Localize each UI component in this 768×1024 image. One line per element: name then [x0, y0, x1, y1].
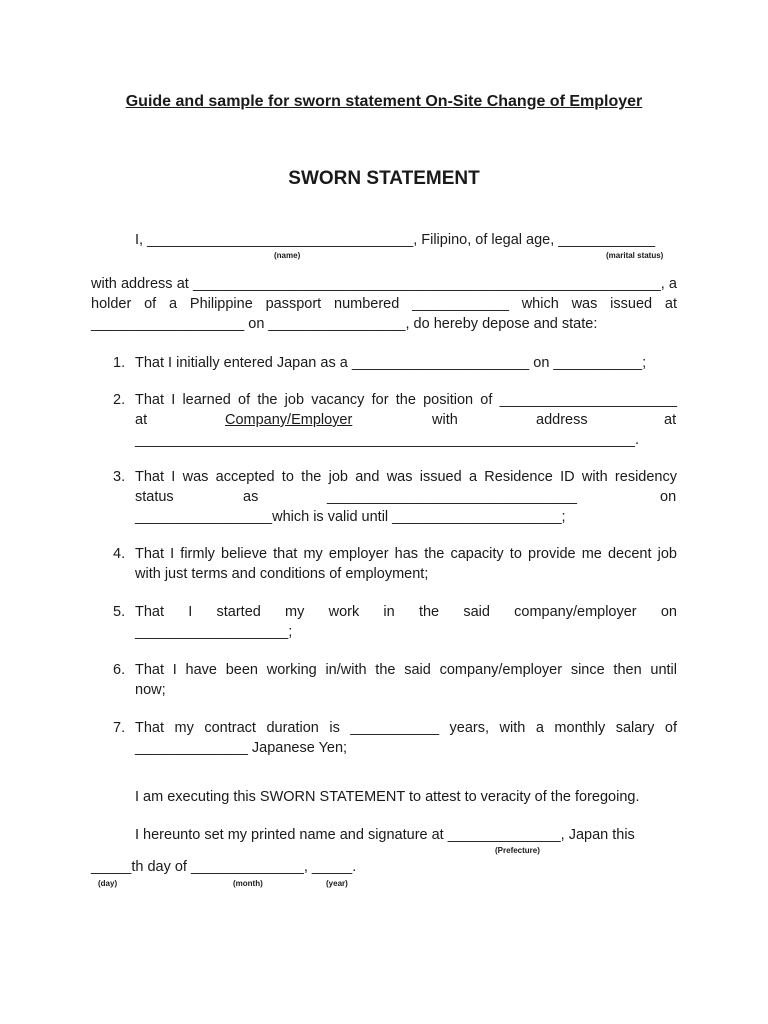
item-number: 6. — [113, 662, 126, 678]
item-number: 3. — [113, 469, 126, 485]
item-3-word-on: on — [660, 489, 677, 505]
label-year: (year) — [326, 879, 348, 888]
item-7-line-2: ______________ Japanese Yen; — [135, 740, 348, 756]
item-2-word-address: address — [536, 412, 588, 428]
guide-title: Guide and sample for sworn statement On-Site Change of Employer — [125, 93, 643, 110]
item-3-line-3: _________________which is valid until _____________________; — [135, 509, 566, 525]
item-number: 5. — [113, 604, 126, 620]
intro-line-1: I, _________________________________, Filipino, of legal age, ____________ — [135, 232, 656, 248]
item-2-word-at-end: at — [664, 412, 677, 428]
item-6-line-1: That I have been working in/with the said company/employer since then until — [135, 662, 677, 678]
item-3-blank: _______________________________ — [327, 489, 577, 505]
label-day: (day) — [98, 879, 118, 888]
item-3-word-as: as — [243, 489, 259, 505]
closing-paragraph-3: _____th day of ______________, _____. — [91, 859, 357, 875]
item-2-line-3: ______________________________________________________________. — [135, 432, 640, 448]
intro-line-3: holder of a Philippine passport numbered ____________ which was issued at — [91, 296, 677, 312]
closing-paragraph-1: I am executing this SWORN STATEMENT to attest to veracity of the foregoing. — [135, 789, 640, 805]
item-number: 7. — [113, 720, 126, 736]
item-2-company-employer: Company/Employer — [225, 412, 353, 428]
label-prefecture: (Prefecture) — [495, 846, 540, 855]
label-marital-status: (marital status) — [606, 251, 664, 260]
item-5-line-2: ___________________; — [135, 624, 293, 640]
closing-paragraph-2: I hereunto set my printed name and signature at ______________, Japan this — [135, 827, 635, 843]
item-2-line-1: That I learned of the job vacancy for the position of ______________________ — [135, 392, 677, 408]
label-name: (name) — [274, 251, 301, 260]
item-4-line-1: That I firmly believe that my employer has the capacity to provide me decent job — [135, 546, 677, 562]
item-number: 1. — [113, 355, 126, 371]
intro-line-4: ___________________ on _________________, do hereby depose and state: — [91, 316, 598, 332]
item-number: 2. — [113, 392, 126, 408]
document-title: SWORN STATEMENT — [288, 168, 480, 189]
item-6-line-2: now; — [135, 682, 166, 698]
item-number: 4. — [113, 546, 126, 562]
item-3-word-status: status — [135, 489, 174, 505]
item-3-line-1: That I was accepted to the job and was issued a Residence ID with residency — [135, 469, 677, 485]
item-2-word-with: with — [432, 412, 458, 428]
item-1-line-1: That I initially entered Japan as a ______________________ on ___________; — [135, 355, 647, 371]
item-7-line-1: That my contract duration is ___________ years, with a monthly salary of — [135, 720, 677, 736]
label-month: (month) — [233, 879, 263, 888]
intro-line-2: with address at __________________________________________________________, a — [91, 276, 677, 292]
item-2-word-at: at — [135, 412, 148, 428]
item-4-line-2: with just terms and conditions of employment; — [135, 566, 429, 582]
item-5-line-1: That I started my work in the said company/employer on — [135, 604, 677, 620]
